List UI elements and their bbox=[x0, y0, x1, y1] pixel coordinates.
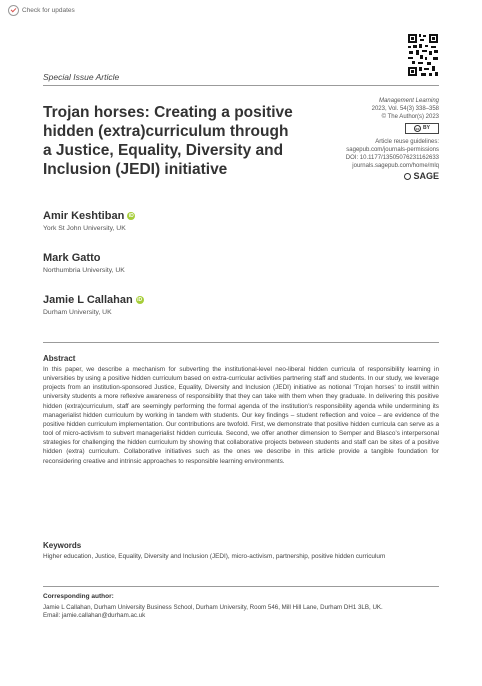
sage-logo-icon bbox=[404, 173, 411, 180]
author-name-text: Mark Gatto bbox=[43, 252, 101, 264]
corresponding-author-address: Jamie L Callahan, Durham University Business School, Durham University, Room 546, Mill Hill Lane, Durham DH1 3LB, UK. bbox=[43, 604, 383, 611]
author-affiliation: Northumbria University, UK bbox=[43, 267, 125, 274]
orcid-icon[interactable]: iD bbox=[137, 297, 143, 303]
check-updates-icon bbox=[8, 5, 19, 16]
abstract-text: In this paper, we describe a mechanism for subverting the institutional-level neo-liberal hidden curricula of responsibility learning in universities by using a positive hidden curriculum based on extra-curricular activities partnering staff and students. In our study, we leverage projects from an institution-sponsored Justice, Equality, Diversity and Inclusion (JEDI) initiative as notional ‘Trojan horses’ to instill within university students a more reflexive awareness of responsibility that they can take with them when they graduate. In delivering this positive hidden (extra)curriculum, staff are seemingly performing the formal agenda of the institution’s responsibility agenda while undermining its managerialist hidden curriculum by working in tandem with students. Our key findings – student reflection and voice – are evidence of the positive hidden curriculum implementation. Our contributions are twofold. First, we demonstrate that positive hidden curricula can serve as a tool of micro-activism to subvert managerialist hidden curricula. Second, we offer another dimension to Semper and Blasco’s interpersonal strategies for challenging the hidden curriculum by showing that collaborative projects between students and staff can be sites of a positive hidden (extra) curriculum. Collaborative initiatives such as the ones we describe in this article provide a tangible foundation for reconsidering creative and intrinsic approaches to responsible learning environments. bbox=[43, 366, 439, 465]
article-title: Trojan horses: Creating a positive hidden (extra)curriculum through a Justice, Equality, Diversity and Inclusion (JEDI) initiative bbox=[43, 104, 293, 178]
author-affiliation: Durham University, UK bbox=[43, 309, 112, 316]
abstract-heading: Abstract bbox=[43, 354, 76, 363]
reuse-guidelines-label: Article reuse guidelines: bbox=[375, 139, 439, 146]
check-for-updates-badge[interactable] bbox=[8, 5, 75, 16]
keywords-text: Higher education, Justice, Equality, Diversity and Inclusion (JEDI), micro-activism, partnership, positive hidden curriculum bbox=[43, 553, 386, 560]
journal-name: Management Learning bbox=[378, 98, 439, 104]
section-divider bbox=[43, 342, 439, 343]
check-updates-label: Check for updates bbox=[22, 7, 75, 14]
qr-code-icon bbox=[407, 33, 439, 77]
special-issue-label: Special Issue Article bbox=[43, 72, 120, 82]
author-affiliation: York St John University, UK bbox=[43, 225, 126, 232]
publisher-logo bbox=[299, 170, 439, 181]
reuse-guidelines-link[interactable]: sagepub.com/journals-permissions bbox=[346, 147, 439, 154]
creative-commons-badge[interactable] bbox=[405, 123, 439, 134]
journal-metadata bbox=[299, 98, 439, 180]
author-name-text: Jamie L Callahan bbox=[43, 294, 133, 306]
footer-divider bbox=[43, 586, 439, 587]
keywords-heading: Keywords bbox=[43, 541, 82, 550]
journal-volume: 2023, Vol. 54(3) 338–358 bbox=[371, 105, 439, 112]
cc-label: BY bbox=[423, 124, 430, 131]
corresponding-author-details bbox=[43, 604, 439, 620]
header-divider bbox=[43, 85, 439, 86]
author-name-text: Amir Keshtiban bbox=[43, 210, 125, 222]
author-name[interactable] bbox=[43, 210, 135, 222]
doi-link[interactable]: DOI: 10.1177/13505076231162633 bbox=[345, 154, 439, 161]
author-name[interactable] bbox=[43, 294, 144, 306]
copyright-notice: © The Author(s) 2023 bbox=[381, 113, 439, 120]
journal-home-link[interactable]: journals.sagepub.com/home/mlq bbox=[352, 162, 439, 169]
corresponding-author-heading: Corresponding author: bbox=[43, 593, 114, 600]
corresponding-author-email[interactable]: Email: jamie.callahan@durham.ac.uk bbox=[43, 612, 146, 620]
author-name[interactable] bbox=[43, 252, 100, 264]
publisher-name: SAGE bbox=[413, 170, 439, 181]
cc-icon: cc bbox=[415, 127, 420, 132]
orcid-icon[interactable]: iD bbox=[128, 213, 134, 219]
